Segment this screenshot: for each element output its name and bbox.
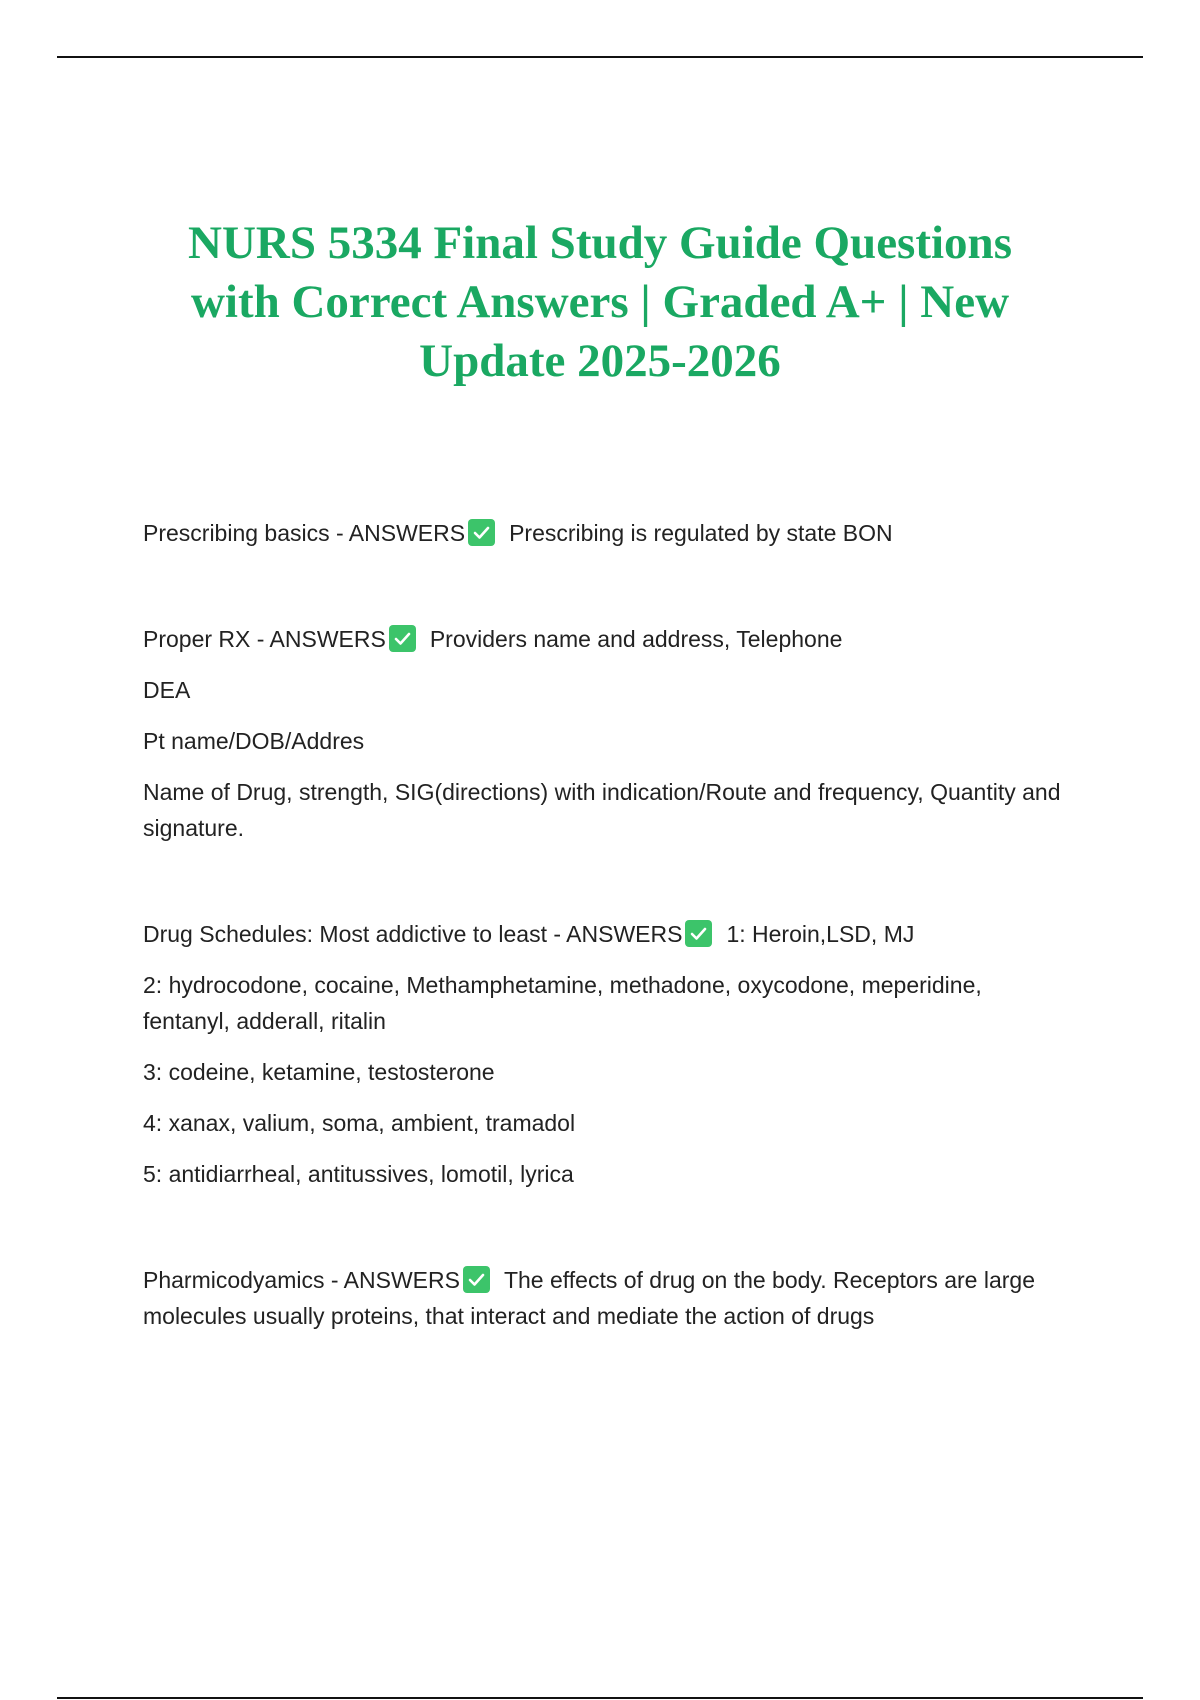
qa-item [143,515,1073,551]
qa-list [143,515,1073,1334]
checkmark-icon [463,1266,490,1293]
bottom-divider [57,1697,1143,1699]
answer-line: 3: codeine, ketamine, testosterone [143,1059,495,1085]
qa-item [143,1262,1073,1334]
answer-text: Providers name and address, Telephone [429,626,843,652]
qa-question-line [143,1262,1073,1334]
answer-line: 2: hydrocodone, cocaine, Methamphetamine, methadone, oxycodone, meperidine, fentanyl, adderall, ritalin [143,972,982,1034]
checkmark-icon [468,519,495,546]
qa-item [143,916,1073,1192]
question-text: Prescribing basics - ANSWERS [143,520,466,546]
answer-line: 4: xanax, valium, soma, ambient, tramadol [143,1110,576,1136]
checkmark-icon [389,625,416,652]
answer-line: 5: antidiarrheal, antitussives, lomotil, lyrica [143,1161,574,1187]
question-text: Proper RX - ANSWERS [143,626,386,652]
qa-question-line [143,621,1073,657]
document-title: NURS 5334 Final Study Guide Questions with Correct Answers | Graded A+ | New Update 2025-2026 [188,217,1012,387]
qa-question-line [143,916,1073,952]
answer-text: Prescribing is regulated by state BON [509,520,893,546]
question-text: Pharmicodyamics - ANSWERS [143,1267,460,1293]
checkmark-icon [685,920,712,947]
answer-line: Pt name/DOB/Addres [143,728,365,754]
question-text: Drug Schedules: Most addictive to least - ANSWERS [143,921,683,947]
answer-text: The effects of drug on the body. Receptors are large molecules usually proteins, that interact and mediate the action of drugs [143,1267,1035,1329]
answer-line: Name of Drug, strength, SIG(directions) with indication/Route and frequency, Quantity and signature. [143,779,1061,841]
qa-question-line [143,515,1073,551]
answer-line: DEA [143,677,191,703]
answer-text: 1: Heroin,LSD, MJ [726,921,915,947]
qa-item [143,621,1073,846]
top-divider [57,56,1143,58]
